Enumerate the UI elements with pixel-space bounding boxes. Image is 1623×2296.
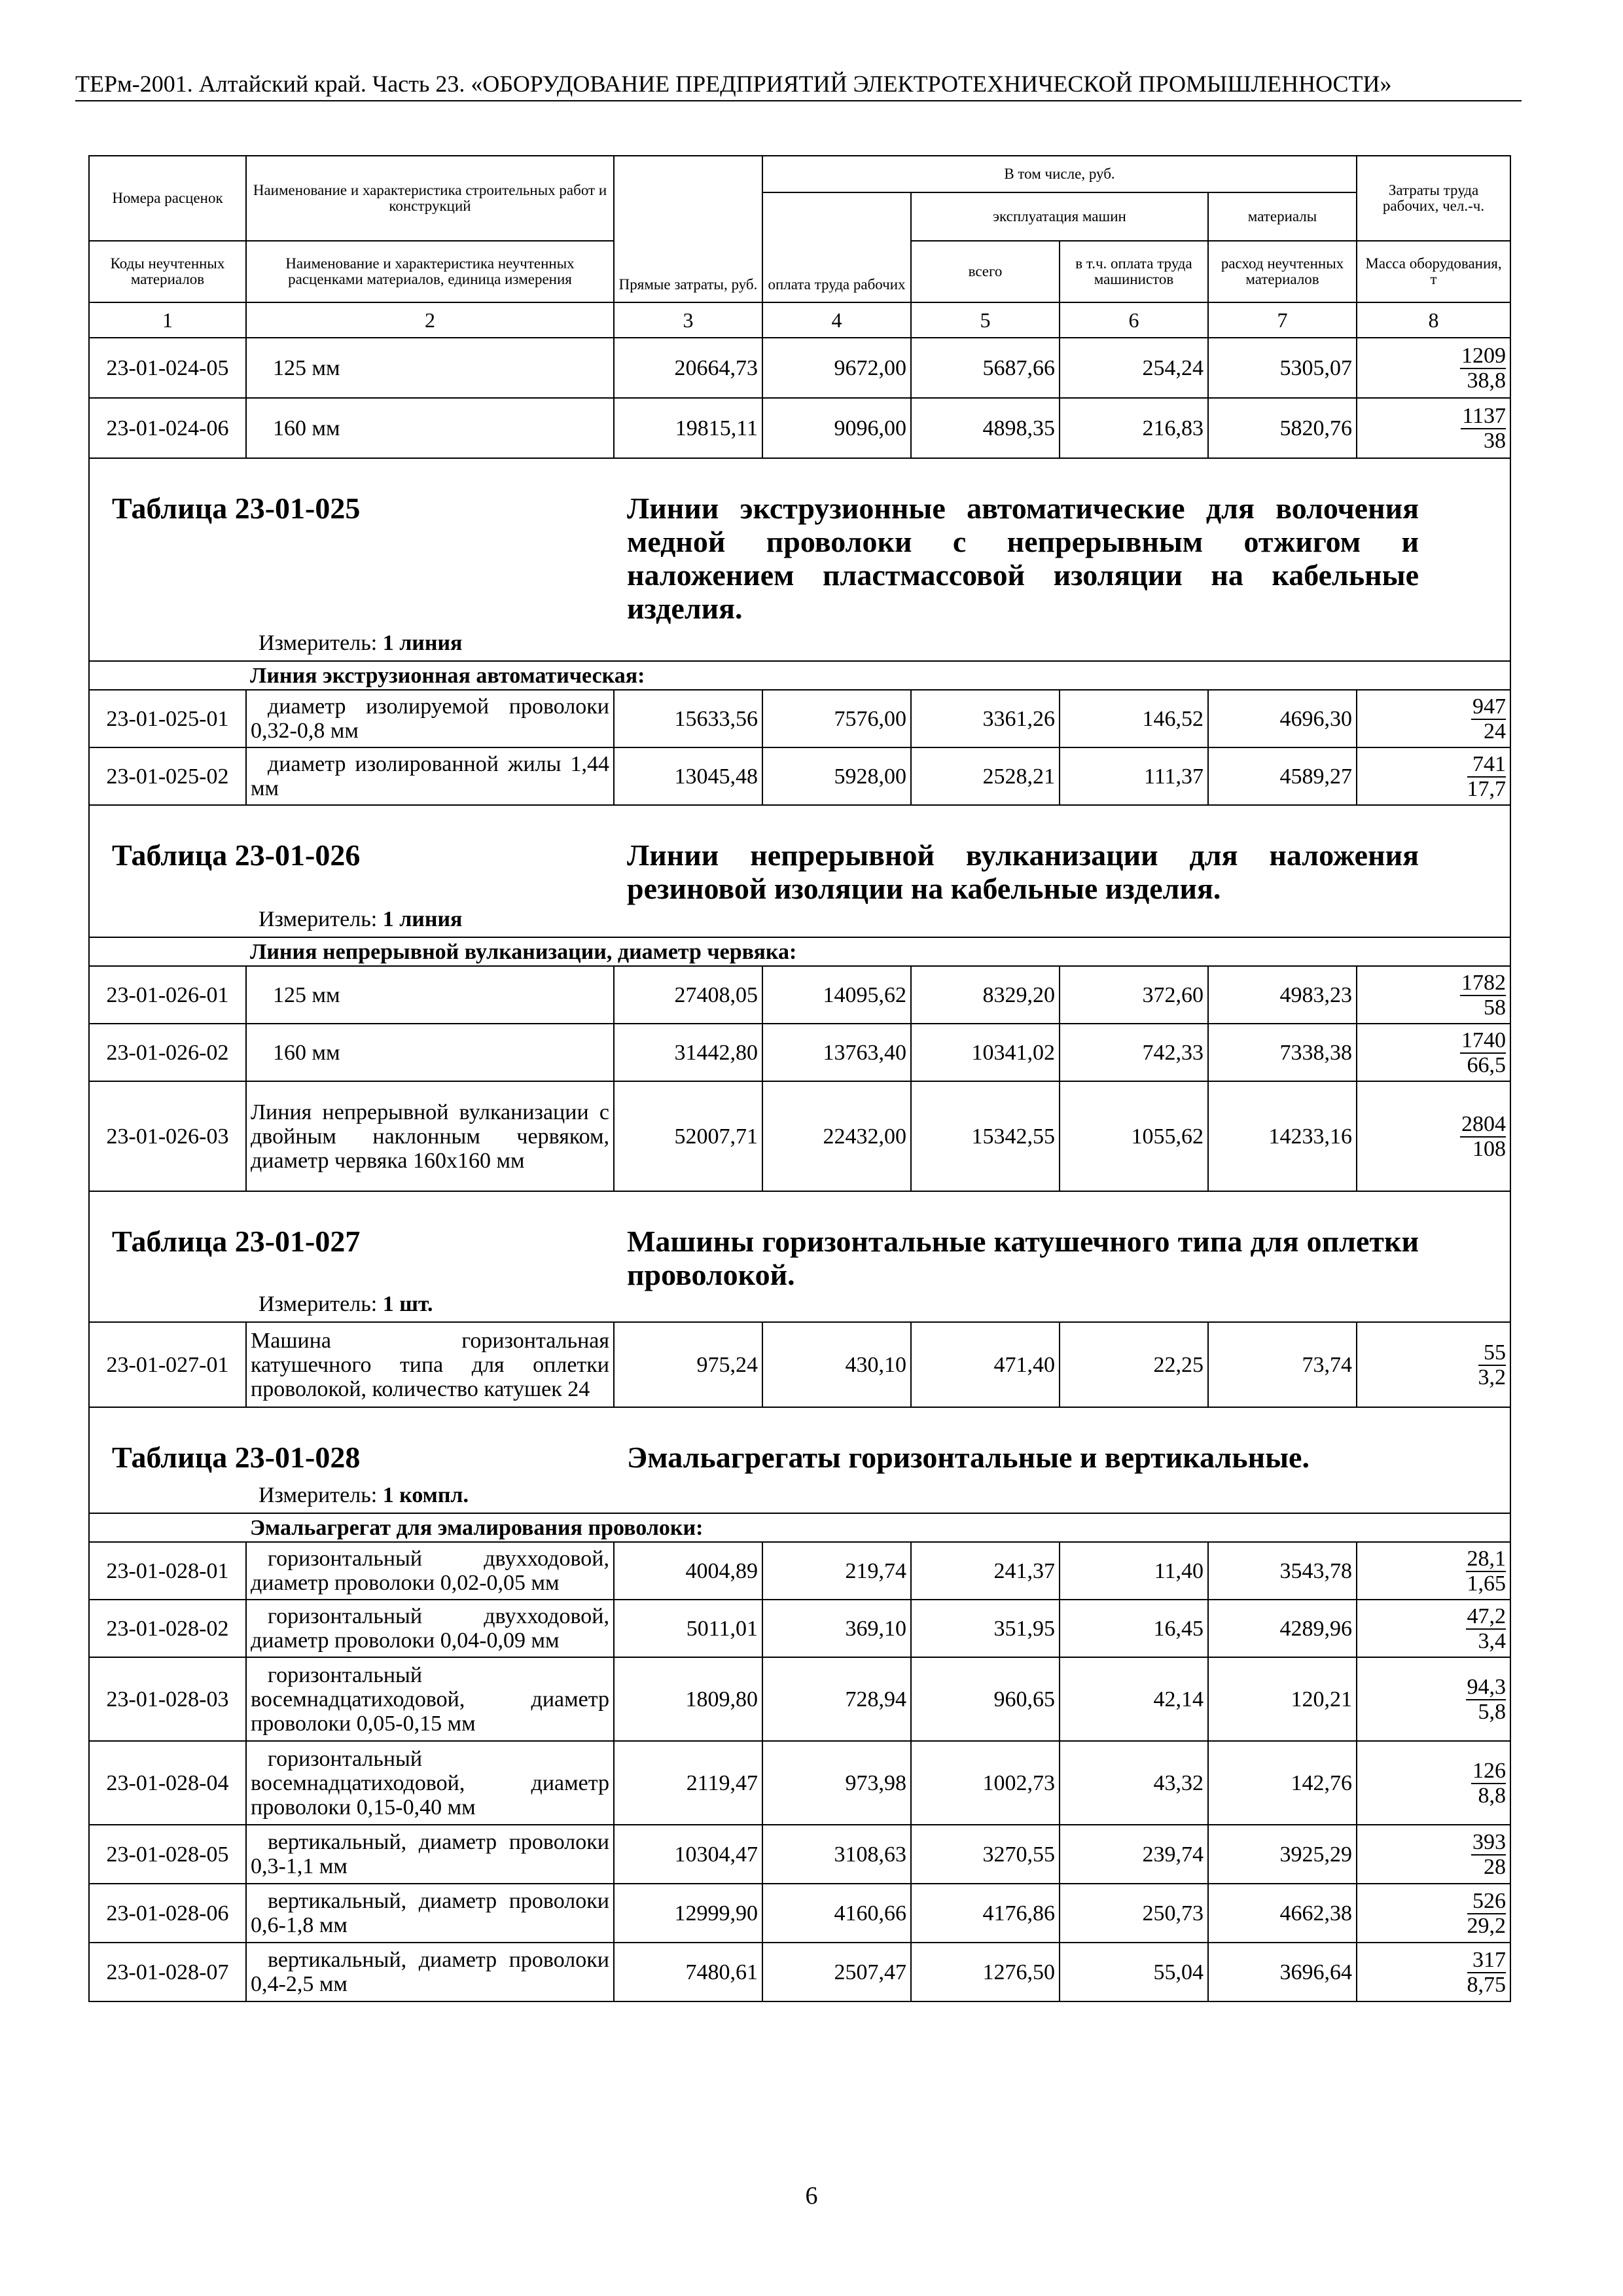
work-description: горизонтальный двухходовой, диаметр проволоки 0,02-0,05 мм (246, 1542, 614, 1600)
table-meter (259, 906, 462, 933)
fraction (1471, 1830, 1506, 1879)
equipment-mass: 38,8 (1467, 368, 1507, 393)
table-title-row (89, 1407, 1510, 1513)
table-meter (259, 1482, 469, 1509)
materials-cost: 4662,38 (1208, 1884, 1357, 1943)
labor-hours-mass (1357, 1741, 1510, 1825)
machines-total: 1002,73 (911, 1741, 1060, 1825)
equipment-mass: 8,75 (1467, 1972, 1507, 1997)
table-meter (259, 1291, 433, 1318)
materials-cost: 142,76 (1208, 1741, 1357, 1825)
labor-hours: 947 (1472, 694, 1507, 719)
labor-hours-mass (1357, 1600, 1510, 1657)
equipment-mass: 38 (1484, 428, 1507, 453)
table-row (89, 1884, 1510, 1943)
labor-hours: 55 (1478, 1340, 1507, 1366)
machines-labor: 22,25 (1060, 1322, 1208, 1407)
table-row (89, 747, 1510, 805)
labor-hours: 1740 (1461, 1028, 1507, 1052)
labor-hours: 1137 (1462, 403, 1507, 428)
table-title-row (89, 1191, 1510, 1322)
table-row (89, 1943, 1510, 2001)
equipment-mass: 29,2 (1467, 1913, 1507, 1938)
machines-total: 2528,21 (911, 747, 1060, 805)
direct-costs: 10304,47 (614, 1825, 762, 1884)
labor-hours: 1782 (1461, 970, 1507, 995)
labor-hours-mass (1357, 690, 1510, 747)
machines-total: 15342,55 (911, 1081, 1060, 1191)
labor-hours: 2804 (1461, 1111, 1507, 1136)
table-row (89, 1322, 1510, 1407)
machines-total: 5687,66 (911, 338, 1060, 398)
work-description: 125 мм (246, 338, 614, 398)
header-rate-numbers: Номера расценок (89, 156, 246, 241)
meter-value: 1 компл. (382, 1483, 469, 1507)
group-row (89, 661, 1510, 690)
header-material-codes: Коды неучтенных материалов (89, 241, 246, 302)
labor-pay: 9096,00 (762, 398, 911, 458)
header-work-name: Наименование и характеристика строительных работ и конструкций (246, 156, 614, 241)
fraction (1460, 344, 1506, 393)
column-number: 7 (1208, 302, 1357, 338)
labor-pay: 219,74 (762, 1542, 911, 1600)
machines-total: 960,65 (911, 1657, 1060, 1741)
labor-pay: 973,98 (762, 1741, 911, 1825)
equipment-mass: 3,2 (1478, 1365, 1507, 1390)
header-material-names: Наименование и характеристика неучтенных расценками материалов, единица измерения (246, 241, 614, 302)
table-row (89, 338, 1510, 398)
labor-hours-mass (1357, 1322, 1510, 1407)
materials-cost: 14233,16 (1208, 1081, 1357, 1191)
materials-cost: 120,21 (1208, 1657, 1357, 1741)
machines-total: 4898,35 (911, 398, 1060, 458)
group-heading: Линия непрерывной вулканизации, диаметр червяка: (246, 937, 1510, 966)
column-number: 6 (1060, 302, 1208, 338)
table-description: Машины горизонтальные катушечного типа для оплетки проволокой. (627, 1225, 1419, 1291)
machines-total: 4176,86 (911, 1884, 1060, 1943)
table-row (89, 1741, 1510, 1825)
machines-labor: 254,24 (1060, 338, 1208, 398)
labor-hours-mass (1357, 398, 1510, 458)
header-machines-labor: в т.ч. оплата труда машинистов (1060, 241, 1208, 302)
materials-cost: 4589,27 (1208, 747, 1357, 805)
header-materials: материалы (1208, 192, 1357, 241)
labor-hours-mass (1357, 1825, 1510, 1884)
equipment-mass: 24 (1484, 719, 1507, 744)
table-row (89, 1024, 1510, 1081)
work-description: диаметр изолируемой проволоки 0,32-0,8 мм (246, 690, 614, 747)
materials-cost: 3925,29 (1208, 1825, 1357, 1884)
table-title-block (89, 458, 1510, 661)
column-number: 2 (246, 302, 614, 338)
machines-labor: 216,83 (1060, 398, 1208, 458)
machines-total: 241,37 (911, 1542, 1060, 1600)
machines-labor: 146,52 (1060, 690, 1208, 747)
meter-label: Измеритель: (259, 1292, 378, 1316)
direct-costs: 2119,47 (614, 1741, 762, 1825)
fraction (1467, 1948, 1507, 1997)
meter-value: 1 шт. (382, 1292, 433, 1316)
work-description: Линия непрерывной вулканизации с двойным наклонным червяком, диаметр червяка 160х160 мм (246, 1081, 614, 1191)
work-description: горизонтальный восемнадцатиходовой, диаметр проволоки 0,15-0,40 мм (246, 1741, 614, 1825)
labor-hours-mass (1357, 1081, 1510, 1191)
labor-pay: 13763,40 (762, 1024, 911, 1081)
equipment-mass: 17,7 (1467, 776, 1507, 801)
labor-hours-mass (1357, 1024, 1510, 1081)
table-row (89, 1081, 1510, 1191)
header-including: В том числе, руб. (762, 156, 1357, 192)
rate-code: 23-01-028-03 (89, 1657, 246, 1741)
rate-code: 23-01-028-04 (89, 1741, 246, 1825)
table-row (89, 1825, 1510, 1884)
group-spacer (89, 661, 246, 690)
direct-costs: 4004,89 (614, 1542, 762, 1600)
labor-hours: 526 (1467, 1889, 1507, 1914)
table-title-block (89, 805, 1510, 937)
labor-hours-mass (1357, 338, 1510, 398)
work-description: вертикальный, диаметр проволоки 0,4-2,5 мм (246, 1943, 614, 2001)
group-heading: Эмальагрегат для эмалирования проволоки: (246, 1513, 1510, 1542)
fraction (1460, 971, 1506, 1020)
labor-hours-mass (1357, 1884, 1510, 1943)
machines-labor: 16,45 (1060, 1600, 1208, 1657)
labor-pay: 2507,47 (762, 1943, 911, 2001)
column-number: 1 (89, 302, 246, 338)
table-title: Таблица 23-01-026 (112, 838, 361, 872)
direct-costs: 12999,90 (614, 1884, 762, 1943)
header-labor-hours: Затраты труда рабочих, чел.-ч. (1357, 156, 1510, 241)
fraction (1460, 1112, 1506, 1161)
machines-total: 3361,26 (911, 690, 1060, 747)
labor-pay: 4160,66 (762, 1884, 911, 1943)
table-description: Линии непрерывной вулканизации для наложения резиновой изоляции на кабельные изделия. (627, 838, 1419, 905)
fraction (1467, 1889, 1507, 1938)
fraction (1466, 1675, 1507, 1724)
fraction (1466, 1604, 1507, 1653)
direct-costs: 31442,80 (614, 1024, 762, 1081)
machines-total: 10341,02 (911, 1024, 1060, 1081)
labor-hours-mass (1357, 1542, 1510, 1600)
labor-hours: 126 (1472, 1758, 1507, 1783)
labor-hours: 94,3 (1467, 1674, 1507, 1699)
header-equipment-mass: Масса оборудования, т (1357, 241, 1510, 302)
rate-code: 23-01-028-07 (89, 1943, 246, 2001)
materials-cost: 4289,96 (1208, 1600, 1357, 1657)
labor-hours-mass (1357, 1657, 1510, 1741)
table-row (89, 1657, 1510, 1741)
equipment-mass: 8,8 (1478, 1783, 1507, 1808)
materials-cost: 7338,38 (1208, 1024, 1357, 1081)
fraction (1466, 1547, 1507, 1596)
table-title: Таблица 23-01-028 (112, 1441, 361, 1474)
machines-total: 351,95 (911, 1600, 1060, 1657)
materials-cost: 73,74 (1208, 1322, 1357, 1407)
labor-pay: 14095,62 (762, 966, 911, 1024)
rate-code: 23-01-028-06 (89, 1884, 246, 1943)
labor-hours: 28,1 (1467, 1546, 1507, 1571)
machines-total: 8329,20 (911, 966, 1060, 1024)
rate-code: 23-01-026-02 (89, 1024, 246, 1081)
machines-labor: 43,32 (1060, 1741, 1208, 1825)
group-spacer (89, 1513, 246, 1542)
group-row (89, 937, 1510, 966)
equipment-mass: 28 (1484, 1854, 1507, 1879)
table-title-block (89, 1191, 1510, 1322)
header-machines: эксплуатация машин (911, 192, 1208, 241)
meter-value: 1 линия (382, 631, 463, 655)
column-number: 3 (614, 302, 762, 338)
rate-code: 23-01-027-01 (89, 1322, 246, 1407)
machines-labor: 111,37 (1060, 747, 1208, 805)
meter-label: Измеритель: (259, 1483, 378, 1507)
fraction (1471, 1759, 1506, 1808)
materials-cost: 5305,07 (1208, 338, 1357, 398)
header-labor-pay: оплата труда рабочих (762, 192, 911, 302)
materials-cost: 4983,23 (1208, 966, 1357, 1024)
machines-total: 3270,55 (911, 1825, 1060, 1884)
machines-labor: 42,14 (1060, 1657, 1208, 1741)
table-row (89, 1600, 1510, 1657)
labor-hours: 47,2 (1467, 1604, 1507, 1628)
machines-labor: 372,60 (1060, 966, 1208, 1024)
labor-pay: 5928,00 (762, 747, 911, 805)
table-row (89, 690, 1510, 747)
labor-pay: 369,10 (762, 1600, 911, 1657)
materials-cost: 5820,76 (1208, 398, 1357, 458)
direct-costs: 52007,71 (614, 1081, 762, 1191)
rate-code: 23-01-028-02 (89, 1600, 246, 1657)
labor-hours-mass (1357, 966, 1510, 1024)
table-title-row (89, 458, 1510, 661)
table-row (89, 966, 1510, 1024)
table-row (89, 398, 1510, 458)
labor-hours: 741 (1467, 752, 1507, 778)
labor-pay: 3108,63 (762, 1825, 911, 1884)
direct-costs: 13045,48 (614, 747, 762, 805)
materials-cost: 3696,64 (1208, 1943, 1357, 2001)
direct-costs: 15633,56 (614, 690, 762, 747)
table-description: Линии экструзионные автоматические для волочения медной проволоки с непрерывным отжигом и наложением пластмассовой изоляции на кабельные изделия. (627, 492, 1419, 625)
labor-pay: 9672,00 (762, 338, 911, 398)
machines-labor: 1055,62 (1060, 1081, 1208, 1191)
table-title: Таблица 23-01-027 (112, 1225, 361, 1258)
direct-costs: 20664,73 (614, 338, 762, 398)
labor-hours-mass (1357, 747, 1510, 805)
direct-costs: 975,24 (614, 1322, 762, 1407)
rate-code: 23-01-028-05 (89, 1825, 246, 1884)
page-number: 6 (805, 2182, 818, 2210)
meter-value: 1 линия (382, 907, 463, 931)
work-description: 160 мм (246, 1024, 614, 1081)
rate-code: 23-01-024-05 (89, 338, 246, 398)
work-description: горизонтальный восемнадцатиходовой, диаметр проволоки 0,05-0,15 мм (246, 1657, 614, 1741)
rates-table (88, 155, 1511, 2002)
machines-total: 471,40 (911, 1322, 1060, 1407)
table-row (89, 1542, 1510, 1600)
rate-code: 23-01-026-03 (89, 1081, 246, 1191)
machines-labor: 250,73 (1060, 1884, 1208, 1943)
direct-costs: 7480,61 (614, 1943, 762, 2001)
work-description: 160 мм (246, 398, 614, 458)
rate-code: 23-01-028-01 (89, 1542, 246, 1600)
rate-code: 23-01-024-06 (89, 398, 246, 458)
table-meter (259, 630, 462, 656)
materials-cost: 3543,78 (1208, 1542, 1357, 1600)
direct-costs: 1809,80 (614, 1657, 762, 1741)
rate-code: 23-01-026-01 (89, 966, 246, 1024)
equipment-mass: 1,65 (1467, 1571, 1507, 1596)
header-direct-costs: Прямые затраты, руб. (614, 156, 762, 302)
meter-label: Измеритель: (259, 907, 378, 931)
equipment-mass: 66,5 (1467, 1052, 1507, 1077)
labor-hours-mass (1357, 1943, 1510, 2001)
meter-label: Измеритель: (259, 631, 378, 655)
table-title-row (89, 805, 1510, 937)
machines-labor: 239,74 (1060, 1825, 1208, 1884)
labor-hours: 317 (1467, 1948, 1507, 1973)
equipment-mass: 5,8 (1478, 1699, 1507, 1724)
table-title: Таблица 23-01-025 (112, 492, 361, 525)
equipment-mass: 3,4 (1478, 1628, 1507, 1653)
group-heading: Линия экструзионная автоматическая: (246, 661, 1510, 690)
materials-cost: 4696,30 (1208, 690, 1357, 747)
labor-hours: 393 (1472, 1829, 1507, 1854)
table-title-block (89, 1407, 1510, 1513)
work-description: 125 мм (246, 966, 614, 1024)
labor-pay: 7576,00 (762, 690, 911, 747)
labor-pay: 728,94 (762, 1657, 911, 1741)
table-description: Эмальагрегаты горизонтальные и вертикальные. (627, 1441, 1310, 1474)
fraction (1467, 752, 1507, 801)
fraction (1460, 1028, 1506, 1077)
rate-code: 23-01-025-01 (89, 690, 246, 747)
direct-costs: 19815,11 (614, 398, 762, 458)
work-description: вертикальный, диаметр проволоки 0,6-1,8 мм (246, 1884, 614, 1943)
column-number: 8 (1357, 302, 1510, 338)
machines-labor: 742,33 (1060, 1024, 1208, 1081)
fraction (1471, 694, 1506, 744)
rate-code: 23-01-025-02 (89, 747, 246, 805)
work-description: вертикальный, диаметр проволоки 0,3-1,1 мм (246, 1825, 614, 1884)
group-spacer (89, 937, 246, 966)
group-row (89, 1513, 1510, 1542)
machines-labor: 11,40 (1060, 1542, 1208, 1600)
fraction (1478, 1340, 1507, 1390)
machines-total: 1276,50 (911, 1943, 1060, 2001)
work-description: Машина горизонтальная катушечного типа для оплетки проволокой, количество катушек 24 (246, 1322, 614, 1407)
running-header: ТЕРм-2001. Алтайский край. Часть 23. «ОБОРУДОВАНИЕ ПРЕДПРИЯТИЙ ЭЛЕКТРОТЕХНИЧЕСКОЙ ПРОМЫШЛЕННОСТИ» (75, 69, 1522, 101)
machines-labor: 55,04 (1060, 1943, 1208, 2001)
direct-costs: 5011,01 (614, 1600, 762, 1657)
labor-pay: 430,10 (762, 1322, 911, 1407)
equipment-mass: 58 (1484, 995, 1507, 1020)
column-number: 4 (762, 302, 911, 338)
direct-costs: 27408,05 (614, 966, 762, 1024)
labor-hours: 1209 (1461, 343, 1507, 368)
equipment-mass: 108 (1472, 1136, 1507, 1161)
labor-pay: 22432,00 (762, 1081, 911, 1191)
header-materials-consumption: расход неучтенных материалов (1208, 241, 1357, 302)
column-number: 5 (911, 302, 1060, 338)
work-description: горизонтальный двухходовой, диаметр проволоки 0,04-0,09 мм (246, 1600, 614, 1657)
work-description: диаметр изолированной жилы 1,44 мм (246, 747, 614, 805)
header-machines-total: всего (911, 241, 1060, 302)
fraction (1461, 404, 1506, 453)
